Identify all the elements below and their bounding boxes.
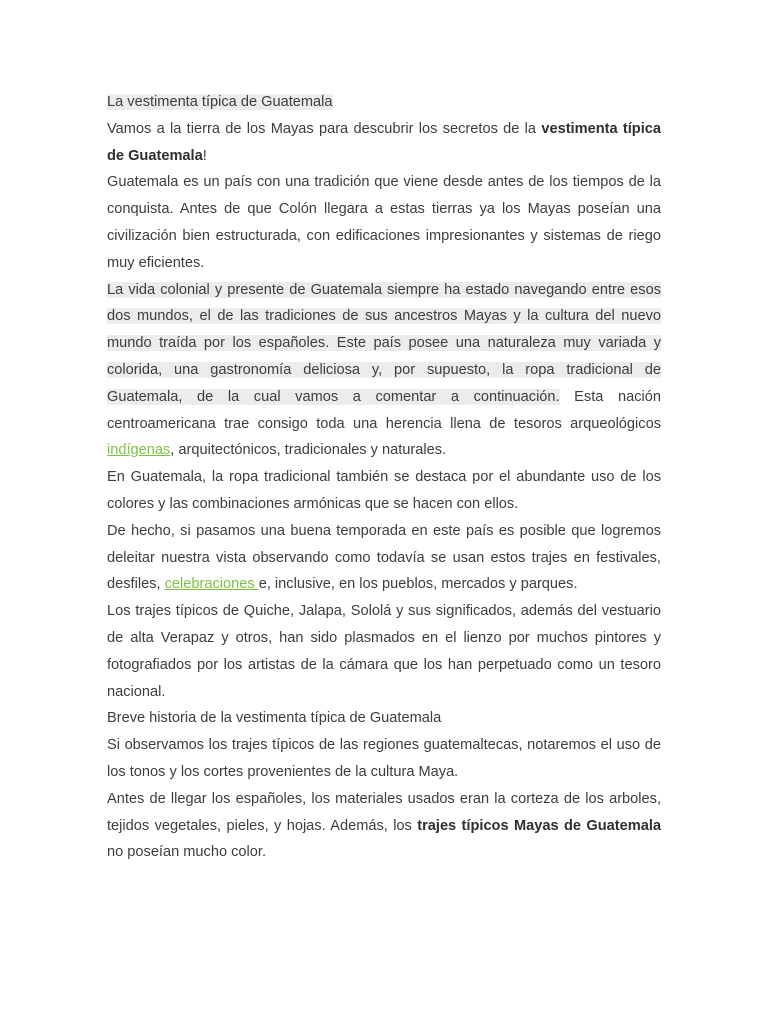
paragraph-regional-costumes: Los trajes típicos de Quiche, Jalapa, Sololá y sus significados, además del vestuario de alta Verapaz y otros, han sido plasmados en el lienzo por muchos pintores y fotografiados por los artistas de la cámara que los han perpetuado como un tesoro nacional.: [107, 603, 661, 700]
document-title: La vestimenta típica de Guatemala: [107, 94, 333, 110]
paragraph-colonial-text: Esta nación centroamericana trae consigo toda una herencia llena de tesoros arqueológicos: [107, 388, 661, 432]
paragraph-materials-bold: trajes típicos Mayas de Guatemala: [417, 817, 661, 834]
paragraph-history: Guatemala es un país con una tradición que viene desde antes de los tiempos de la conquista. Antes de que Colón llegara a estas tierras ya los Mayas poseían una civilización bien estructurada, con edificaciones impresionantes y sistemas de riego muy eficientes.: [107, 174, 661, 271]
paragraph-festivals-text: De hecho, si pasamos una buena temporada en este país es posible que logremos deleitar nuestra vista observando como todavía se usan estos trajes en festivales, desfiles,: [107, 522, 661, 593]
paragraph-colonial-end: , arquitectónicos, tradicionales y naturales.: [170, 442, 447, 459]
paragraph-intro-end: !: [202, 147, 207, 164]
paragraph-festivals-end: e, inclusive, en los pueblos, mercados y parques.: [258, 576, 578, 593]
section-heading-history: Breve historia de la vestimenta típica de Guatemala: [107, 710, 442, 727]
paragraph-materials-text: Antes de llegar los españoles, los materiales usados eran la corteza de los arboles, tejidos vegetales, pieles, y hojas. Además, los: [107, 790, 661, 834]
document-title-line: [107, 89, 661, 116]
paragraph-colonial-highlighted: La vida colonial y presente de Guatemala siempre ha estado navegando entre esos dos mundos, el de las tradiciones de sus ancestros Mayas y la cultura del nuevo mundo traída por los españoles. Este país posee una naturaleza muy variada y colorida, una gastronomía deliciosa y, por supuesto, la ropa tradicional de Guatemala, de la cual vamos a comentar a continuación.: [107, 281, 661, 405]
paragraph-materials-end: no poseían mucho color.: [107, 844, 267, 861]
link-celebraciones[interactable]: celebraciones: [164, 576, 259, 593]
paragraph-intro: [107, 116, 661, 170]
paragraph-intro-text: Vamos a la tierra de los Mayas para descubrir los secretos de la: [107, 120, 542, 137]
paragraph-colonial: [107, 277, 661, 465]
link-indigenas[interactable]: indígenas: [107, 442, 171, 459]
paragraph-maya-tones: Si observamos los trajes típicos de las regiones guatemaltecas, notaremos el uso de los tonos y los cortes provenientes de la cultura Maya.: [107, 737, 661, 780]
paragraph-intro-bold: vestimenta típica de Guatemala: [107, 120, 661, 164]
paragraph-colors: En Guatemala, la ropa tradicional también se destaca por el abundante uso de los colores y las combinaciones armónicas que se hacen con ellos.: [107, 469, 661, 512]
paragraph-materials: [107, 786, 661, 866]
paragraph-festivals: [107, 518, 661, 598]
document-body: [107, 89, 661, 866]
